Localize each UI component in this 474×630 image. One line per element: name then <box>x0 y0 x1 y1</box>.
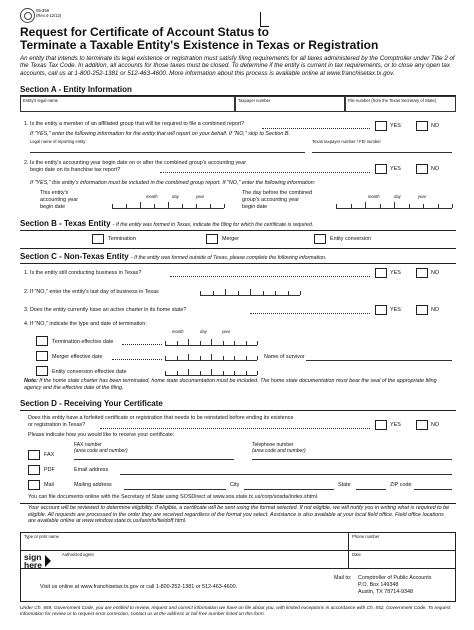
entity-year-label-1: This entity's <box>40 190 69 196</box>
file-number-field[interactable]: File number (from the Texas Secretary of State) <box>345 96 456 112</box>
zip-label: ZIP code <box>390 482 412 488</box>
a-q1-note: If "YES," enter the following information for the entity that will report on your behalf. If "NO," skip to Section B. <box>30 131 290 137</box>
sign-here-arrow-icon <box>45 555 51 567</box>
a-q2-no-label: NO <box>431 166 440 172</box>
fax-checkbox[interactable] <box>28 450 40 460</box>
entity-year-label-3: begin date <box>40 204 66 210</box>
c-q3-yes-label: YES <box>390 307 401 313</box>
sos-online-text: You can file documents online with the Secretary of State using SOSDirect at www.sos.state.tx.us/corp/sosda/index.shtml. <box>28 494 319 500</box>
c-q3-no-label: NO <box>431 307 440 313</box>
footer-text: Under Ch. 559, Government Code, you are entitled to review, request and correct information we have on file about you, with limited exceptions in accordance with Ch. 552, Government Code. To request information for review or to request error correction, contact us at the address or toll-free number listed on this form. <box>20 606 451 617</box>
conversion-date-label: Entity conversion effective date <box>52 369 127 375</box>
mailing-address-input[interactable] <box>124 489 226 490</box>
zip-input[interactable] <box>414 489 452 490</box>
reporting-entity-input[interactable] <box>30 152 305 153</box>
section-d-title: Section D - Receiving Your Certificate <box>20 399 163 408</box>
state-input[interactable] <box>356 489 386 490</box>
last-day-business-input[interactable] <box>200 289 300 296</box>
form-number: 05-359 <box>36 8 50 13</box>
d-no-label: NO <box>431 422 440 428</box>
seal-logo <box>20 8 35 23</box>
termination-date-checkbox[interactable] <box>36 336 48 346</box>
merger-date-checkbox[interactable] <box>36 351 48 361</box>
d-q-line1: Does this entity have a forfeited certificate or registration that needs to be reinstated before ending its existence <box>28 415 294 421</box>
termination-label: Termination <box>108 236 136 242</box>
c-q1-yes-label: YES <box>390 270 401 276</box>
c-q3-yes-checkbox[interactable] <box>375 305 387 315</box>
group-year-label-3: begin date <box>242 204 268 210</box>
a-q2-yes-checkbox[interactable] <box>375 164 387 174</box>
survivor-input[interactable] <box>306 360 452 361</box>
a-q1-no-checkbox[interactable] <box>416 121 428 131</box>
c-q1: 1. Is the entity still conducting business in Texas? <box>24 270 142 276</box>
c-q1-no-label: NO <box>431 270 440 276</box>
authorized-agent-label: Authorized agent <box>62 552 94 557</box>
survivor-label: Name of survivor <box>264 354 305 360</box>
termination-date-input[interactable] <box>165 339 257 346</box>
a-q2-line2: begin date on its franchise tax report? <box>30 167 121 173</box>
form-title-1: Request for Certificate of Account Status to <box>20 25 269 39</box>
mail-to-label: Mail to: <box>334 575 352 581</box>
reporting-taxpayer-input[interactable] <box>312 152 452 153</box>
reporting-entity-label: Legal name of reporting entity <box>30 139 86 144</box>
termination-checkbox[interactable] <box>92 234 104 244</box>
fax-number-label: FAX number <box>74 442 102 448</box>
a-q2-yes-label: YES <box>390 166 401 172</box>
entity-year-label-2: accounting year <box>40 197 79 203</box>
pdf-label: PDF <box>44 467 55 473</box>
merger-date-label: Merger effective date <box>52 354 103 360</box>
mail-addr-2: P.O. Box 149348 <box>358 582 399 588</box>
mail-addr-1: Comptroller of Public Accounts <box>358 575 432 581</box>
d-yes-checkbox[interactable] <box>375 420 387 430</box>
c-q2: 2. If "NO," enter the entity's last day of business in Texas <box>24 289 159 295</box>
review-note: Your account will be reviewed to determine eligibility. If eligible, a certificate will be sent using the format selected. If not eligible, we will notify you in writing what is required to be eligible. All requests are processed in the order they are received regardless of the format you select. Assistance is also available at your local field office. Field office locations are available online at www.window.state.tx.us/taxinfo/fieldoff.html. <box>28 505 450 525</box>
conversion-label: Entity conversion <box>330 236 372 242</box>
phone-label: Phone number <box>352 534 380 539</box>
visit-text: Visit us online at www.franchisetax.tx.gov or call 1-800-252-1381 or 512-463-4600. <box>40 584 238 590</box>
merger-checkbox[interactable] <box>206 234 218 244</box>
d-yes-label: YES <box>390 422 401 428</box>
mail-addr-3: Austin, TX 78714-9348 <box>358 589 414 595</box>
entity-year-date-input[interactable] <box>112 202 224 209</box>
conversion-date-input[interactable] <box>165 369 257 376</box>
termination-date-label: Termination effective date <box>52 339 114 345</box>
a-q1-yes-checkbox[interactable] <box>375 121 387 131</box>
date-input[interactable] <box>352 558 452 567</box>
date-label: Date <box>352 552 361 557</box>
taxpayer-number-field[interactable]: Taxpayer number <box>235 96 345 112</box>
a-q2-note: If "YES," this entity's information must be included in the combined group report. If "NO," enter the following information: <box>30 180 316 186</box>
conversion-date-checkbox[interactable] <box>36 366 48 376</box>
merger-label: Merger <box>222 236 240 242</box>
sign-here-label: sign here <box>24 552 42 570</box>
conversion-checkbox[interactable] <box>314 234 326 244</box>
c-q3-no-checkbox[interactable] <box>416 305 428 315</box>
c-q1-yes-checkbox[interactable] <box>375 268 387 278</box>
c-q4: 4. If "NO," indicate the type and date of termination: <box>24 321 147 327</box>
fax-label: FAX <box>44 452 55 458</box>
a-q1: 1. Is the entity a member of an affiliated group that will be required to file a combined report? <box>24 121 245 127</box>
mail-label: Mail <box>44 482 54 488</box>
reporting-taxpayer-label: Texas taxpayer number / FEI number <box>312 139 381 144</box>
print-name-input[interactable] <box>24 540 344 549</box>
a-q2-no-checkbox[interactable] <box>416 164 428 174</box>
state-label: State <box>338 482 351 488</box>
email-label: Email address <box>74 467 109 473</box>
c-q1-no-checkbox[interactable] <box>416 268 428 278</box>
city-label: City <box>230 482 240 488</box>
city-input[interactable] <box>244 489 334 490</box>
form-rev: (Rev.4-12/12) <box>36 13 62 18</box>
pdf-checkbox[interactable] <box>28 465 40 475</box>
entity-legal-name-field[interactable]: Entity's legal name <box>20 96 235 112</box>
mail-checkbox[interactable] <box>28 480 40 490</box>
fax-area-label: (area code and number) <box>74 448 128 454</box>
fax-number-input[interactable] <box>74 459 234 460</box>
telephone-area-label: (area code and number) <box>252 448 306 454</box>
telephone-input[interactable] <box>252 459 452 460</box>
group-year-label-1: The day before the combined <box>242 190 313 196</box>
a-q1-no-label: NO <box>431 123 440 129</box>
d-no-checkbox[interactable] <box>416 420 428 430</box>
section-c-title: Section C - Non-Texas Entity - If the entity was formed outside of Texas, please complete the following information. <box>20 252 327 261</box>
section-b-title: Section B - Texas Entity - If the entity was formed in Texas, indicate the filing for which the certificate is required. <box>20 219 314 228</box>
signature-input[interactable] <box>62 558 344 567</box>
phone-input[interactable] <box>352 540 452 549</box>
intro-text: An entity that intends to terminate its legal existence or registration must satisfy filing requirements for all taxes administered by the Comptroller under Title 2 of the Texas Tax Code. In addition, all accounts for those taxes must be closed. To determine if the entity is current in tax requirements, or to close any open tax accounts, call us at 1-800-252-1381 or 512-463-4600. More information about this process is available online at www.franchisetax.tx.gov. <box>20 55 455 77</box>
group-year-date-input[interactable] <box>336 202 452 209</box>
telephone-label: Telephone number <box>252 442 294 448</box>
form-title-2: Terminate a Taxable Entity's Existence in Texas or Registration <box>20 38 379 52</box>
c-note: Note: If the home state charter has been terminated, home state documentation must be included. The home state documentation must bear the seal of the appropriate filing agency and the effective date of the filing. <box>24 378 437 391</box>
merger-date-input[interactable] <box>165 354 257 361</box>
mailing-address-label: Mailing address <box>74 482 112 488</box>
a-q1-yes-label: YES <box>390 123 401 129</box>
group-year-label-2: group's accounting year <box>242 197 300 203</box>
a-q2-line1: 2. Is the entity's accounting year begin date on or after the combined group's accounting year <box>24 160 247 166</box>
print-name-label: Type or print name <box>24 534 59 539</box>
d-how: Please indicate how you would like to receive your certificate: <box>28 432 175 438</box>
section-a-title: Section A - Entity Information <box>20 85 132 94</box>
email-input[interactable] <box>120 474 452 475</box>
c-q3: 3. Does the entity currently have an active charter in its home state? <box>24 307 187 313</box>
d-q-line2: or registration in Texas? <box>28 422 86 428</box>
